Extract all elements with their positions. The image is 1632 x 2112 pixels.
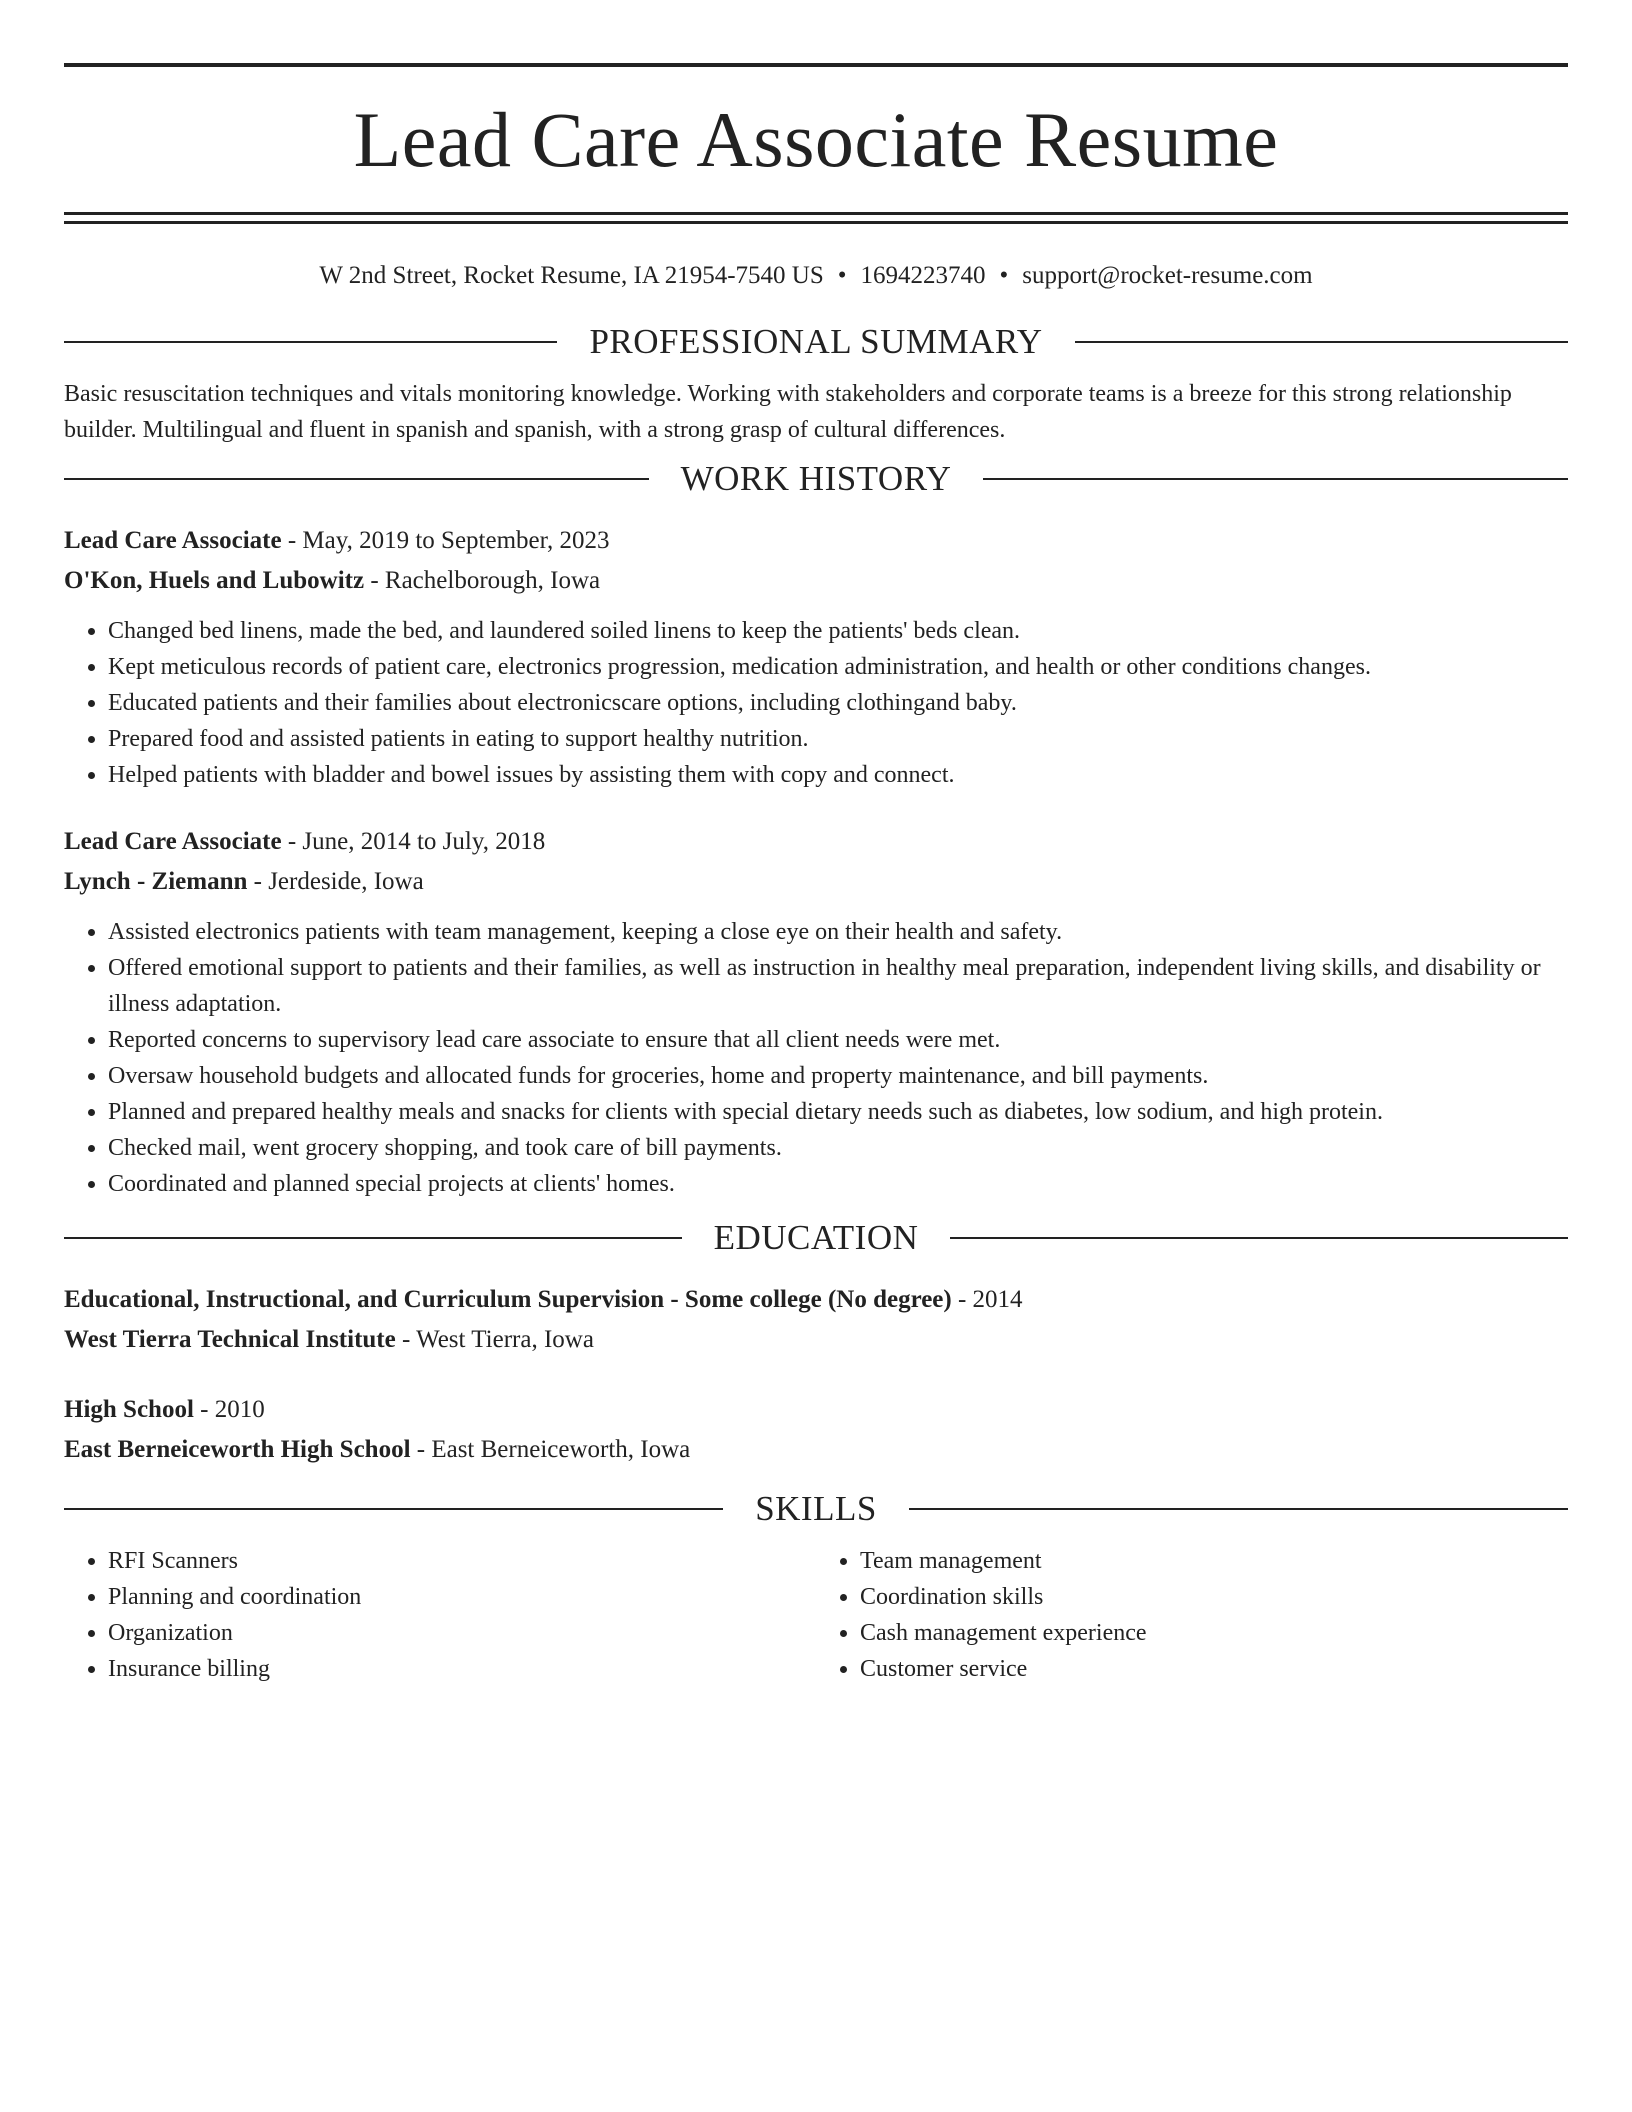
degree-line	[64, 1280, 1568, 1320]
skills-heading: SKILLS	[755, 1489, 877, 1528]
education-heading: EDUCATION	[713, 1218, 919, 1257]
list-item: • Prepared food and assisted patients in eating to support healthy nutrition.	[108, 721, 1568, 757]
degree-name: Educational, Instructional, and Curriculum Supervision - Some college (No degree)	[64, 1286, 952, 1313]
section-rule	[64, 341, 557, 343]
skills-section-header	[64, 1489, 1568, 1529]
job-dates: - May, 2019 to September, 2023	[281, 527, 610, 554]
job-location: - Rachelborough, Iowa	[364, 567, 601, 594]
school-line	[64, 1430, 1568, 1470]
degree-year: - 2014	[951, 1286, 1023, 1313]
skill-item: • Coordination skills	[860, 1579, 1568, 1615]
contact-address: W 2nd Street, Rocket Resume, IA 21954-7540 US	[319, 262, 824, 289]
education-section-header	[64, 1218, 1568, 1258]
job-company-line	[64, 862, 1568, 902]
section-rule	[1075, 341, 1568, 343]
list-item: • Oversaw household budgets and allocated funds for groceries, home and property maintenance, and bill payments.	[108, 1058, 1568, 1094]
education-entry	[64, 1390, 1568, 1470]
skill-item: • Cash management experience	[860, 1615, 1568, 1651]
list-item: • Reported concerns to supervisory lead care associate to ensure that all client needs were met.	[108, 1022, 1568, 1058]
contact-line	[64, 260, 1568, 292]
degree-year: - 2010	[193, 1396, 265, 1423]
job-entry	[64, 521, 1568, 793]
job-title: Lead Care Associate	[64, 527, 282, 554]
skills-list	[64, 1543, 1568, 1687]
skill-item: • Organization	[108, 1615, 816, 1651]
contact-separator: •	[837, 262, 847, 289]
job-title: Lead Care Associate	[64, 828, 282, 855]
list-item: • Assisted electronics patients with team management, keeping a close eye on their health and safety.	[108, 914, 1568, 950]
section-rule	[64, 1237, 682, 1239]
skill-item: • Team management	[860, 1543, 1568, 1579]
work-heading: WORK HISTORY	[680, 459, 952, 498]
contact-separator: •	[999, 262, 1009, 289]
school-line	[64, 1320, 1568, 1360]
job-bullets	[64, 613, 1568, 793]
job-entry	[64, 822, 1568, 1202]
list-item: • Helped patients with bladder and bowel issues by assisting them with copy and connect.	[108, 757, 1568, 793]
skill-item: • Insurance billing	[108, 1651, 816, 1687]
section-rule	[950, 1237, 1568, 1239]
degree-line	[64, 1390, 1568, 1430]
list-item: • Checked mail, went grocery shopping, and took care of bill payments.	[108, 1130, 1568, 1166]
school-name: West Tierra Technical Institute	[64, 1326, 396, 1353]
contact-email: support@rocket-resume.com	[1022, 262, 1313, 289]
summary-text: Basic resuscitation techniques and vitals monitoring knowledge. Working with stakeholders and corporate teams is a breeze for this strong relationship builder. Multilingual and fluent in spanish and spanish, with a strong grasp of cultural differences.	[64, 381, 1512, 443]
header	[64, 63, 1568, 224]
work-section-header	[64, 459, 1568, 499]
list-item: • Kept meticulous records of patient care, electronics progression, medication administration, and health or other conditions changes.	[108, 649, 1568, 685]
school-location: - West Tierra, Iowa	[395, 1326, 594, 1353]
skills-column-left	[64, 1543, 816, 1687]
job-title-line	[64, 822, 1568, 862]
job-dates: - June, 2014 to July, 2018	[281, 828, 546, 855]
list-item: • Offered emotional support to patients and their families, as well as instruction in healthy meal preparation, independent living skills, and disability or illness adaptation.	[108, 950, 1568, 1022]
job-company: Lynch - Ziemann	[64, 868, 248, 895]
summary-section-header	[64, 322, 1568, 362]
list-item: • Coordinated and planned special projects at clients' homes.	[108, 1166, 1568, 1202]
resume-title: Lead Care Associate Resume	[353, 96, 1279, 183]
summary-heading: PROFESSIONAL SUMMARY	[589, 322, 1043, 361]
job-company-line	[64, 561, 1568, 601]
list-item: • Educated patients and their families about electronicscare options, including clothingand baby.	[108, 685, 1568, 721]
skill-item: • Planning and coordination	[108, 1579, 816, 1615]
contact-phone: 1694223740	[860, 262, 986, 289]
title-double-rule	[64, 212, 1568, 224]
school-location: - East Berneiceworth, Iowa	[410, 1436, 691, 1463]
section-rule	[909, 1508, 1568, 1510]
skill-item: • RFI Scanners	[108, 1543, 816, 1579]
list-item: • Planned and prepared healthy meals and snacks for clients with special dietary needs such as diabetes, low sodium, and high protein.	[108, 1094, 1568, 1130]
section-rule	[983, 478, 1568, 480]
top-rule	[64, 63, 1568, 67]
job-location: - Jerdeside, Iowa	[247, 868, 424, 895]
skill-item: • Customer service	[860, 1651, 1568, 1687]
school-name: East Berneiceworth High School	[64, 1436, 411, 1463]
list-item: • Changed bed linens, made the bed, and laundered soiled linens to keep the patients' beds clean.	[108, 613, 1568, 649]
education-entry	[64, 1280, 1568, 1360]
resume-page	[64, 0, 1568, 1687]
skills-column-right	[816, 1543, 1568, 1687]
section-rule	[64, 1508, 723, 1510]
degree-name: High School	[64, 1396, 194, 1423]
section-rule	[64, 478, 649, 480]
job-title-line	[64, 521, 1568, 561]
job-company: O'Kon, Huels and Lubowitz	[64, 567, 365, 594]
job-bullets	[64, 914, 1568, 1202]
